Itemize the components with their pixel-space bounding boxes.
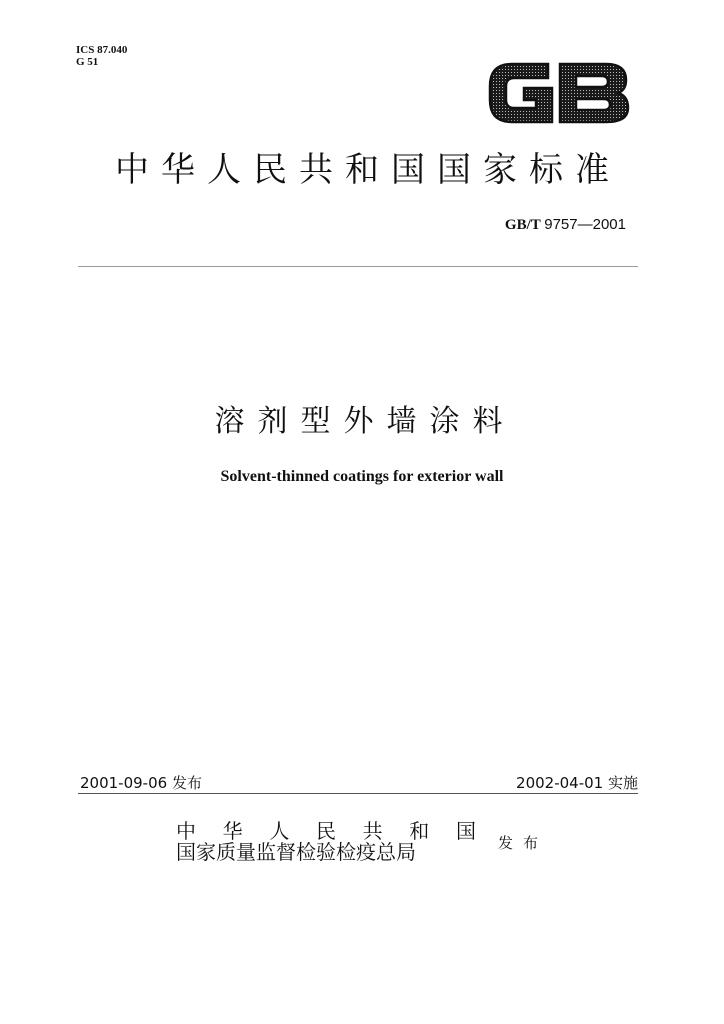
issuer-char: 共: [362, 819, 383, 843]
title-char: 国: [391, 150, 437, 190]
issuer-char: 华: [222, 819, 243, 843]
issuer-char: 中: [176, 819, 196, 843]
title-char: 中: [115, 150, 161, 190]
document-title: 溶剂型外墙涂料: [214, 404, 516, 439]
standard-number-value: 9757—2001: [544, 216, 626, 233]
english-title: Solvent-thinned coatings for exterior wall: [220, 468, 504, 485]
issue-date: 2001-09-06 发布: [80, 774, 202, 792]
effective-date: 2002-04-01 实施: [516, 774, 638, 792]
title-char: 共: [299, 150, 345, 190]
title-char: 家: [483, 150, 529, 190]
title-char: 华: [161, 150, 207, 190]
classification-codes: [76, 44, 127, 68]
gb-logo-icon: [486, 56, 632, 128]
issuer-char: 和: [409, 819, 430, 843]
title-char: 民: [253, 150, 299, 190]
standard-prefix: GB/T: [504, 217, 541, 233]
national-standard-title: [0, 148, 724, 192]
title-char: 和: [345, 150, 391, 190]
publish-label: 发布: [498, 834, 549, 852]
issuer-line-1: [176, 820, 476, 842]
issuer-char: 人: [269, 819, 290, 843]
issuer-char: 民: [315, 819, 336, 843]
issuer-line-2: 国家质量监督检验检疫总局: [176, 840, 416, 864]
title-char: 标: [529, 150, 575, 190]
ccs-code: G 51: [76, 56, 99, 68]
title-char: 准: [575, 150, 621, 190]
issuer-char: 国: [455, 819, 476, 843]
title-char: 人: [207, 150, 253, 190]
ics-code: ICS 87.040: [76, 44, 128, 56]
header-divider: [78, 266, 638, 267]
title-char: 国: [437, 150, 483, 190]
standard-number: [505, 216, 626, 234]
footer-divider: [78, 793, 638, 794]
